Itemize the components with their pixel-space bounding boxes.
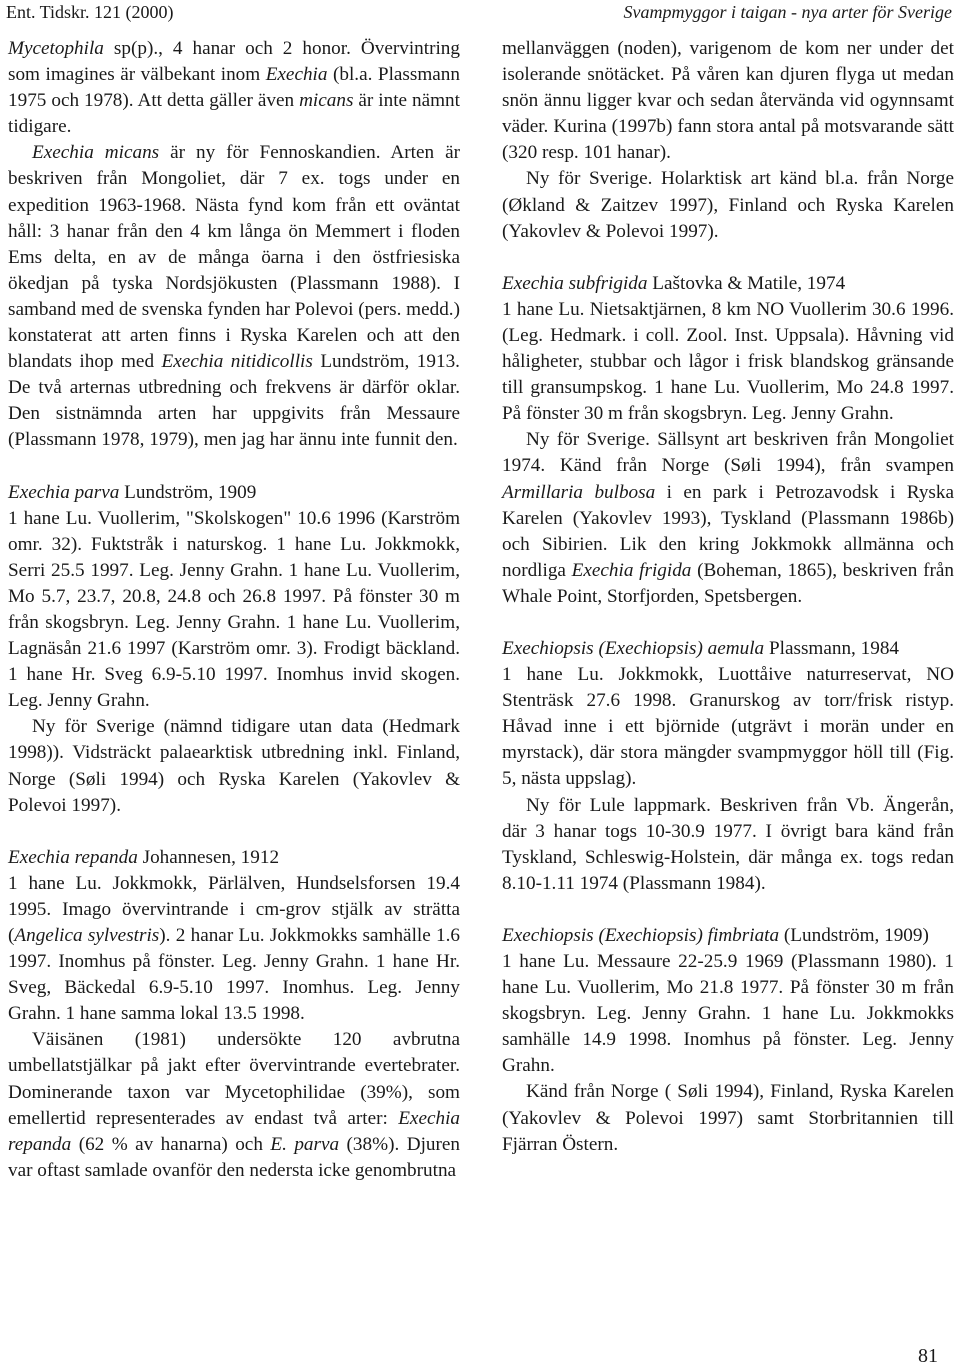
paragraph: Mycetophila sp(p)., 4 hanar och 2 honor. Övervintring som imagines är välbekant inom Exechia (bl.a. Plassmann 1975 och 1978). Att detta gäller även micans är inte nämnt tidigare. — [8, 38, 460, 138]
species-record: 1 hane Lu. Jokkmokk, Luottåive naturreservat, NO Stenträsk 27.6 1998. Granurskog av torr/frisk ristyp. Håvad inne i ett björnide (utgrävt i morän under en myrstack), där stora mängder svampmyggor höll till (Fig. 5, nästa uppslag). — [502, 664, 954, 790]
species-heading-fimbriata: Exechiopsis (Exechiopsis) fimbriata (Lundström, 1909) — [502, 924, 929, 946]
paragraph: mellanväggen (noden), varigenom de kom ner under det isolerande snötäcket. På våren kan djuren flyga ut medan snön ännu ligger kvar och sedan återvända vid ogynnsamt väder. Kurina (1997b) fann stora antal på motsvarande sätt (320 resp. 101 hanar). — [502, 38, 954, 164]
species-record: 1 hane Lu. Nietsaktjärnen, 8 km NO Vuollerim 30.6 1996. (Leg. Hedmark. i coll. Zool. Inst. Uppsala). Håvning vid håligheter, stubbar och lågor i frisk blandskog gränsande till gransumpskog. 1 hane Lu. Vuollerim, Mo 24.8 1997. På fönster 30 m från skogsbryn. Leg. Jenny Grahn. — [502, 298, 954, 425]
paragraph: Ny för Lule lappmark. Beskriven från Vb. Ängerån, där 3 hanar togs 10-30.9 1977. I övrigt bara känd från Tyskland, Schleswig-Holstein, där många ex. togs redan 8.10-1.11 1974 (Plassmann 1984). — [502, 794, 954, 894]
left-column — [8, 36, 460, 1184]
species-heading-parva: Exechia parva Lundström, 1909 — [8, 481, 257, 503]
paragraph: Ny för Sverige. Sällsynt art beskriven från Mongoliet 1974. Känd från Norge (Søli 1994), från svampen Armillaria bulbosa i en park i Petrozavodsk i Ryska Karelen (Yakovlev 1993), Tyskland (Plassmann 1986b) och Sibirien. Lik den kring Jokkmokk allmänna och nordliga Exechia frigida (Boheman, 1865), beskriven från Whale Point, Storfjorden, Spetsbergen. — [502, 429, 954, 607]
paragraph: Känd från Norge ( Søli 1994), Finland, Ryska Karelen (Yakovlev & Polevoi 1997) samt Storbritannien till Fjärran Östern. — [502, 1081, 954, 1155]
right-column — [502, 36, 954, 1158]
paragraph: Ny för Sverige. Holarktisk art känd bl.a. från Norge (Økland & Zaitzev 1997), Finland och Ryska Karelen (Yakovlev & Polevoi 1997). — [502, 168, 954, 242]
paragraph: Exechia micans är ny för Fennoskandien. Arten är beskriven från Mongoliet, där 7 ex. togs under en expedition 1963-1968. Nästa fynd kom från ett oväntat håll: 3 hanar från den 4 km långa ön Memmert i floden Ems delta, en av de många öarna i den östfriesiska ökedjan på tyska Nordsjökusten (Plassmann 1988). I samband med de svenska fynden har Polevoi (pers. medd.) konstaterat att arten finns i Ryska Karelen och att den blandats ihop med Exechia nitidicollis Lundström, 1913. De två arternas utbredning och frekvens är därför oklar. Den sistnämnda arten har uppgivits från Messaure (Plassmann 1978, 1979), men jag har ännu inte funnit den. — [8, 142, 460, 451]
species-heading-repanda: Exechia repanda Johannesen, 1912 — [8, 846, 280, 868]
journal-header: Ent. Tidskr. 121 (2000) — [6, 2, 174, 22]
species-record: 1 hane Lu. Messaure 22-25.9 1969 (Plassmann 1980). 1 hane Lu. Vuollerim, Mo 21.8 1977. På fönster 30 m från skogsbryn. Leg. Jenny Grahn. 1 hane Lu. Jokkmokks samhälle 14.9 1998. Inomhus på fönster. Leg. Jenny Grahn. — [502, 951, 954, 1077]
paragraph: Väisänen (1981) undersökte 120 avbrutna umbellatstjälkar på jakt efter övervintrande evertebrater. Dominerande taxon var Mycetophilidae (39%), som emellertid representerades av endast två arter: Exechia repanda (62 % av hanarna) och E. parva (38%). Djuren var oftast samlade ovanför den nedersta icke genombrutna — [8, 1029, 460, 1181]
species-heading-subfrigida: Exechia subfrigida Laštovka & Matile, 1974 — [502, 272, 846, 294]
paragraph: Ny för Sverige (nämnd tidigare utan data (Hedmark 1998)). Vidsträckt palaearktisk utbredning inkl. Finland, Norge (Søli 1994) och Ryska Karelen (Yakovlev & Polevoi 1997). — [8, 716, 460, 816]
running-title: Svampmyggor i taigan - nya arter för Sverige — [623, 2, 952, 22]
species-heading-aemula: Exechiopsis (Exechiopsis) aemula Plassmann, 1984 — [502, 637, 900, 659]
species-record: 1 hane Lu. Vuollerim, "Skolskogen" 10.6 1996 (Karström omr. 32). Fuktstråk i naturskog. 1 hane Lu. Jokkmokk, Serri 25.5 1997. Leg. Jenny Grahn. 1 hane Lu. Vuollerim, Mo 5.7, 23.7, 20.8, 24.8 och 26.8 1997. På fönster 30 m från skogsbryn. Leg. Jenny Grahn. 1 hane Lu. Vuollerim, Lagnäsån 21.6 1997 (Karström omr. 3). Frodigt bäckland. 1 hane Hr. Sveg 6.9-5.10 1997. Inomhus invid skogen. Leg. Jenny Grahn. — [8, 507, 460, 712]
page-number: 81 — [918, 1345, 938, 1367]
species-record: 1 hane Lu. Jokkmokk, Pärlälven, Hundselsforsen 19.4 1995. Imago övervintrande i cm-grov stjälk av strätta (Angelica sylvestris). 2 hanar Lu. Jokkmokks samhälle 1.6 1997. Inomhus på fönster. Leg. Jenny Grahn. 1 hane Hr. Sveg, Bäckedal 6.9-5.10 1997. Inomhus. Leg. Jenny Grahn. 1 hane samma lokal 13.5 1998. — [8, 872, 461, 1025]
